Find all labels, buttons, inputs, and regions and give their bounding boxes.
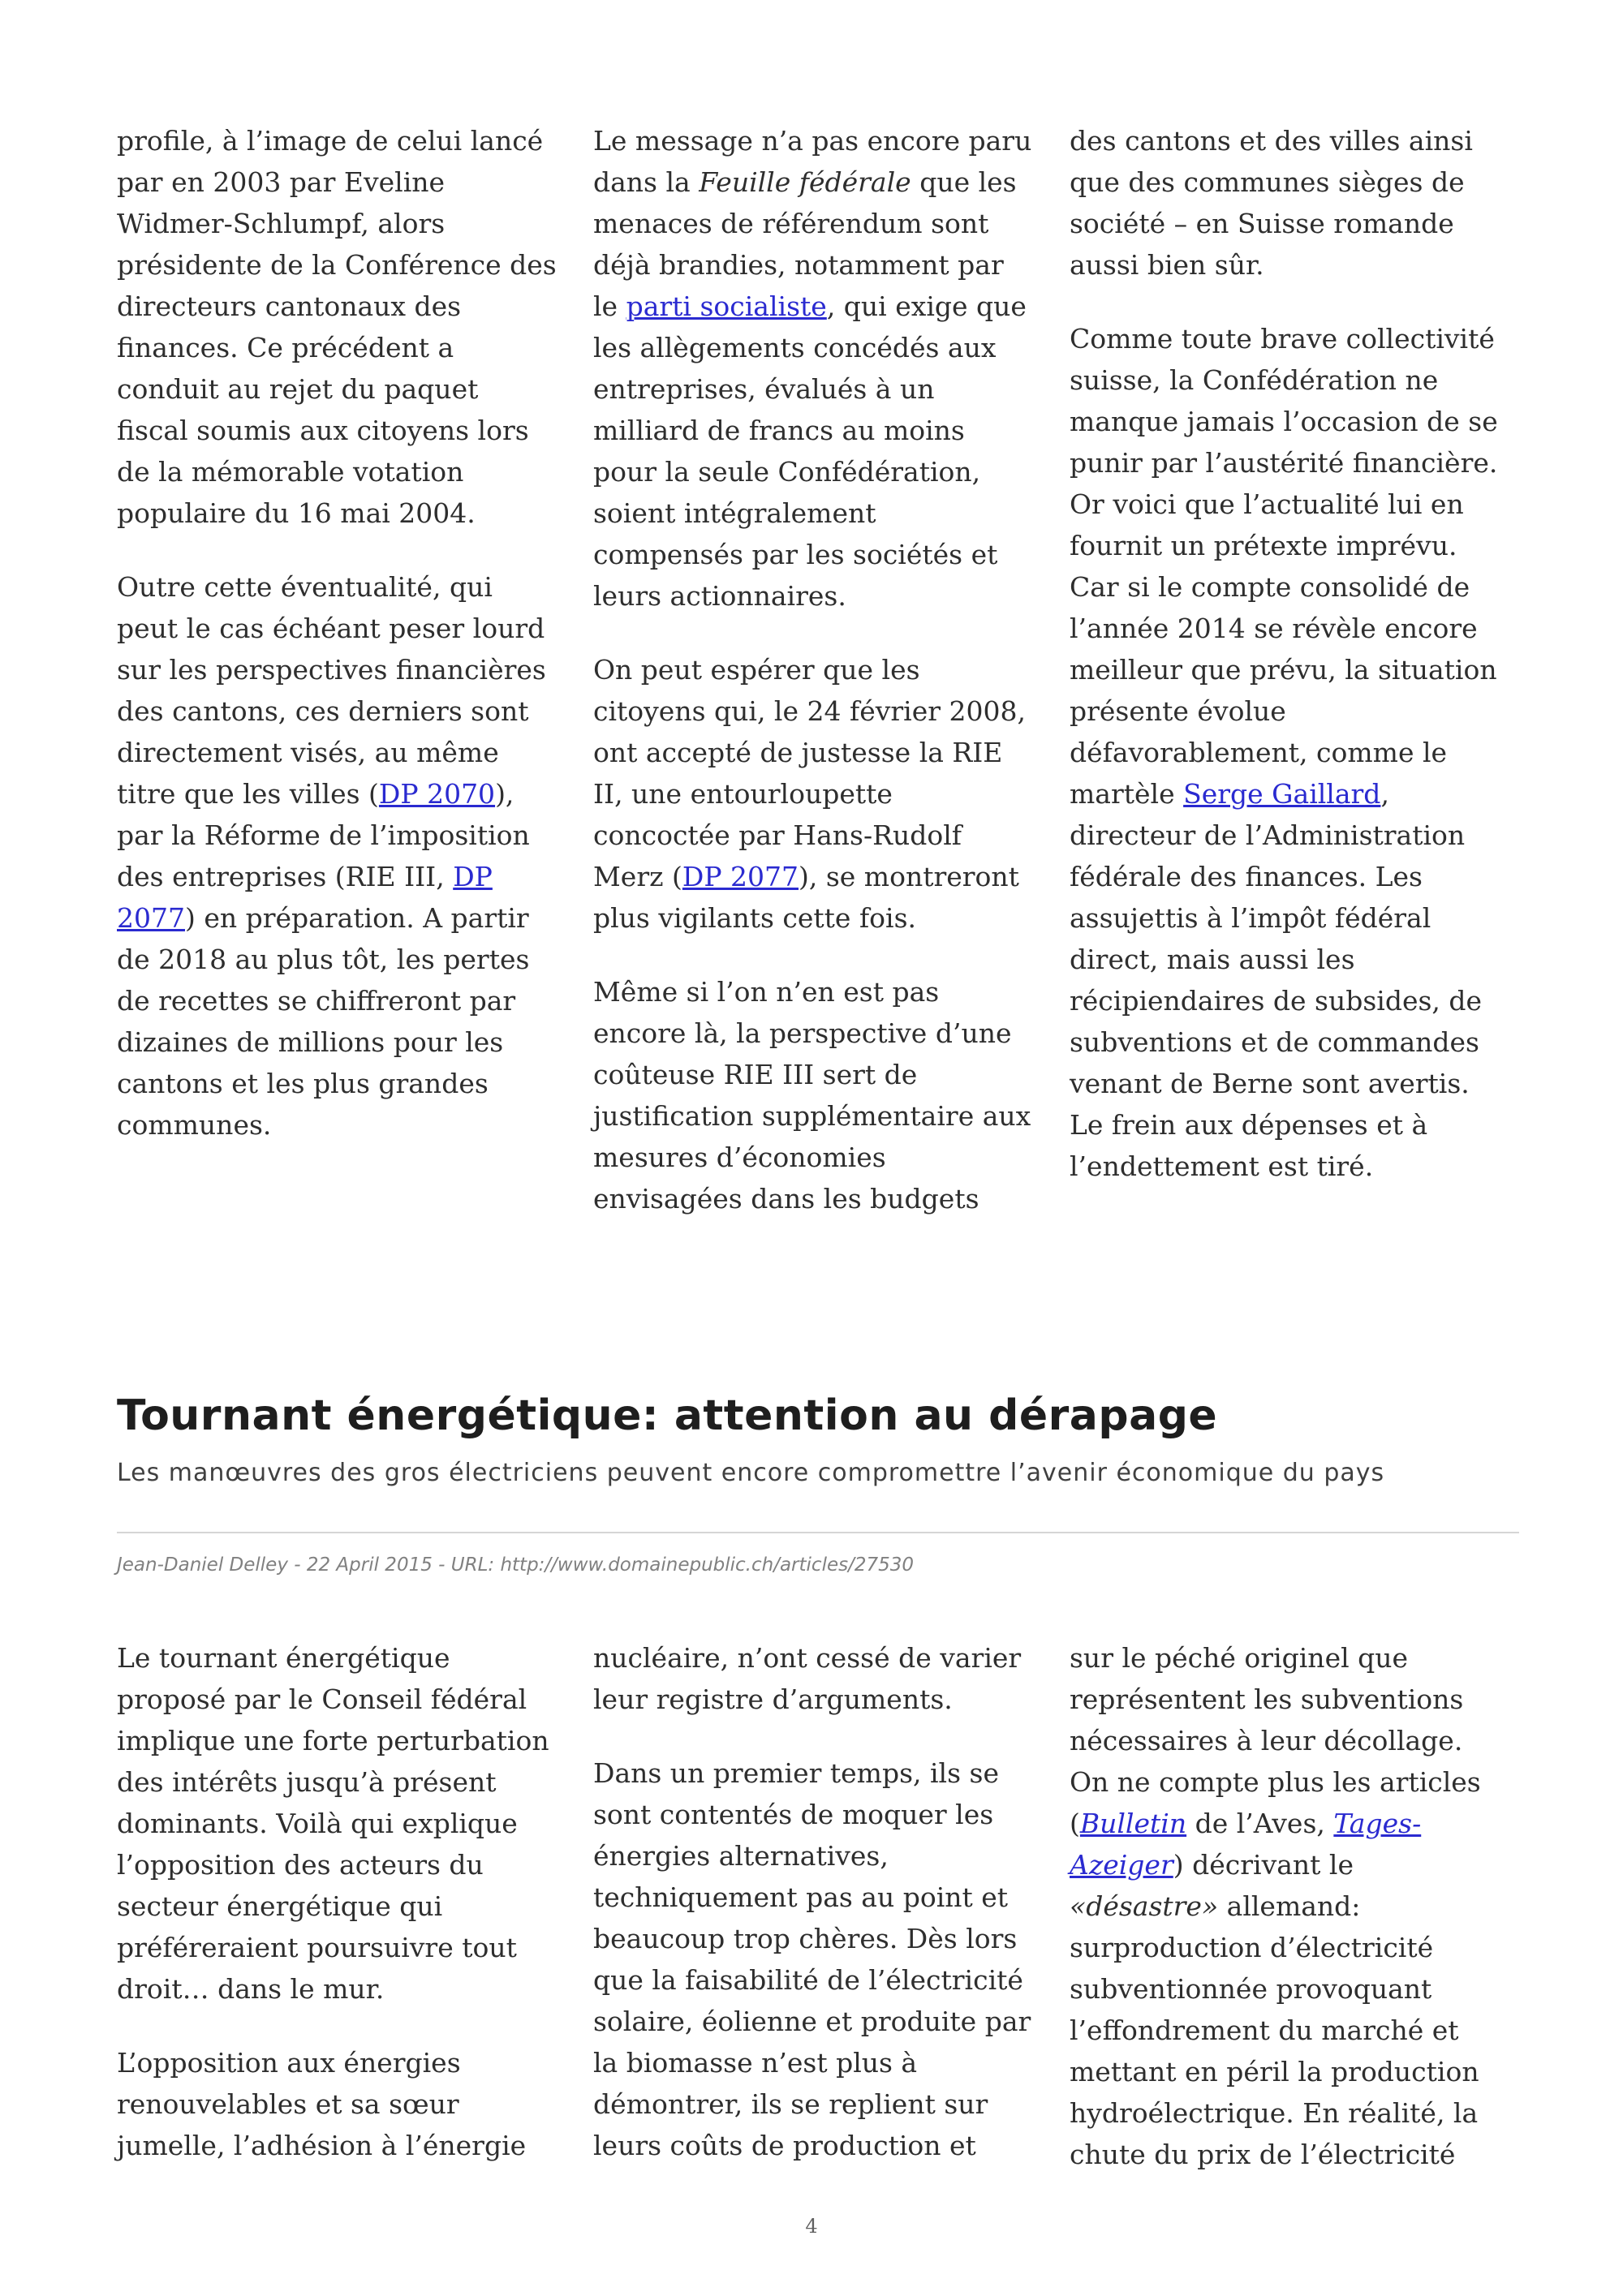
column-3 — [1070, 1637, 1509, 2208]
paragraph: Le tournant énergétique proposé par le Conseil fédéral implique une forte perturbation des intérêts jusqu’à présent dominants. Voilà qui explique l’opposition des acteurs du secteur énergétique qui préféreraient poursuivre tout droit… dans le mur. — [117, 1642, 549, 2005]
paragraph: Outre cette éventualité, qui peut le cas échéant peser lourd sur les perspectives financières des cantons, ces derniers sont directement visés, au même titre que les villes (DP 2070), par la Réforme de l’imposition des entreprises (RIE III, DP 2077) en préparation. A partir de 2018 au plus tôt, les pertes de recettes se chiffreront par dizaines de millions pour les cantons et les plus grandes communes. — [117, 571, 546, 1141]
link-dp-2070[interactable]: DP 2070 — [378, 778, 496, 810]
paragraph: Même si l’on n’en est pas encore là, la perspective d’une coûteuse RIE III sert de justification supplémentaire aux mesures d’économies envisagées dans les budgets — [593, 976, 1031, 1215]
article-meta: Jean-Daniel Delley - 22 April 2015 - URL: http://www.domainepublic.ch/articles/27530 — [117, 1554, 915, 1576]
column-2 — [593, 120, 1033, 1252]
column-3 — [1070, 120, 1509, 1252]
divider — [117, 1532, 1519, 1533]
page-number: 4 — [805, 2215, 818, 2238]
paragraph: On peut espérer que les citoyens qui, le 24 février 2008, ont accepté de justesse la RIE II, une entourloupette concoctée par Hans-Rudolf Merz (DP 2077), se montreront plus vigilants cette fois. — [593, 654, 1026, 934]
link-dp-2077[interactable]: DP 2077 — [117, 861, 493, 934]
paragraph: Comme toute brave collectivité suisse, la Confédération ne manque jamais l’occasion de se punir par l’austérité financière. Or voici que l’actualité lui en fournit un prétexte imprévu. Car si le compte consolidé de l’année 2014 se révèle encore meilleur que prévu, la situation présente évolue défavorablement, comme le martèle Serge Gaillard, directeur de l’Administration fédérale des finances. Les assujettis à l’impôt fédéral direct, mais aussi les récipiendaires de subsides, de subventions et de commandes venant de Berne sont avertis. Le frein aux dépenses et à l’endettement est tiré. — [1070, 323, 1498, 1182]
paragraph: profile, à l’image de celui lancé par en 2003 par Eveline Widmer-Schlumpf, alors présidente de la Conférence des directeurs cantonaux des finances. Ce précédent a conduit au rejet du paquet fiscal soumis aux citoyens lors de la mémorable votation populaire du 16 mai 2004. — [117, 125, 557, 529]
link-serge-gaillard[interactable]: Serge Gaillard — [1183, 778, 1381, 810]
paragraph: L’opposition aux énergies renouvelables et sa sœur jumelle, l’adhésion à l’énergie — [117, 2047, 527, 2161]
article-columns — [117, 1637, 1509, 2208]
link-bulletin[interactable]: Bulletin — [1079, 1808, 1187, 1839]
column-2 — [593, 1637, 1033, 2208]
paragraph: nucléaire, n’ont cessé de varier leur registre d’arguments. — [593, 1642, 1022, 1715]
link-tages-azeiger[interactable]: Tages-Azeiger — [1070, 1808, 1422, 1881]
column-1 — [117, 120, 557, 1252]
link-dp-2077[interactable]: DP 2077 — [682, 861, 799, 892]
paragraph: Le message n’a pas encore paru dans la Feuille fédérale que les menaces de référendum sont déjà brandies, notamment par le parti socialiste, qui exige que les allègements concédés aux entreprises, évalués à un milliard de francs au moins pour la seule Confédération, soient intégralement compensés par les sociétés et leurs actionnaires. — [593, 125, 1032, 612]
paragraph: sur le péché originel que représentent les subventions nécessaires à leur décollage. On ne compte plus les articles (Bulletin de l’Aves, Tages-Azeiger) décrivant le «désastre» allemand: surproduction d’électricité subventionnée provoquant l’effondrement du marché et mettant en péril la production hydroélectrique. En réalité, la chute du prix de l’électricité — [1070, 1642, 1481, 2170]
column-1 — [117, 1637, 557, 2208]
previous-article-columns — [117, 120, 1509, 1252]
paragraph: des cantons et des villes ainsi que des communes sièges de société – en Suisse romande aussi bien sûr. — [1070, 125, 1473, 281]
article-subtitle: Les manœuvres des gros électriciens peuvent encore compromettre l’avenir économique du pays — [117, 1459, 1385, 1487]
link-parti-socialiste[interactable]: parti socialiste — [626, 290, 827, 322]
paragraph: Dans un premier temps, ils se sont contentés de moquer les énergies alternatives, techniquement pas au point et beaucoup trop chères. Dès lors que la faisabilité de l’électricité solaire, éolienne et produite par la biomasse n’est plus à démontrer, ils se replient sur leurs coûts de production et — [593, 1757, 1031, 2161]
article-title: Tournant énergétique: attention au dérapage — [117, 1391, 1218, 1440]
